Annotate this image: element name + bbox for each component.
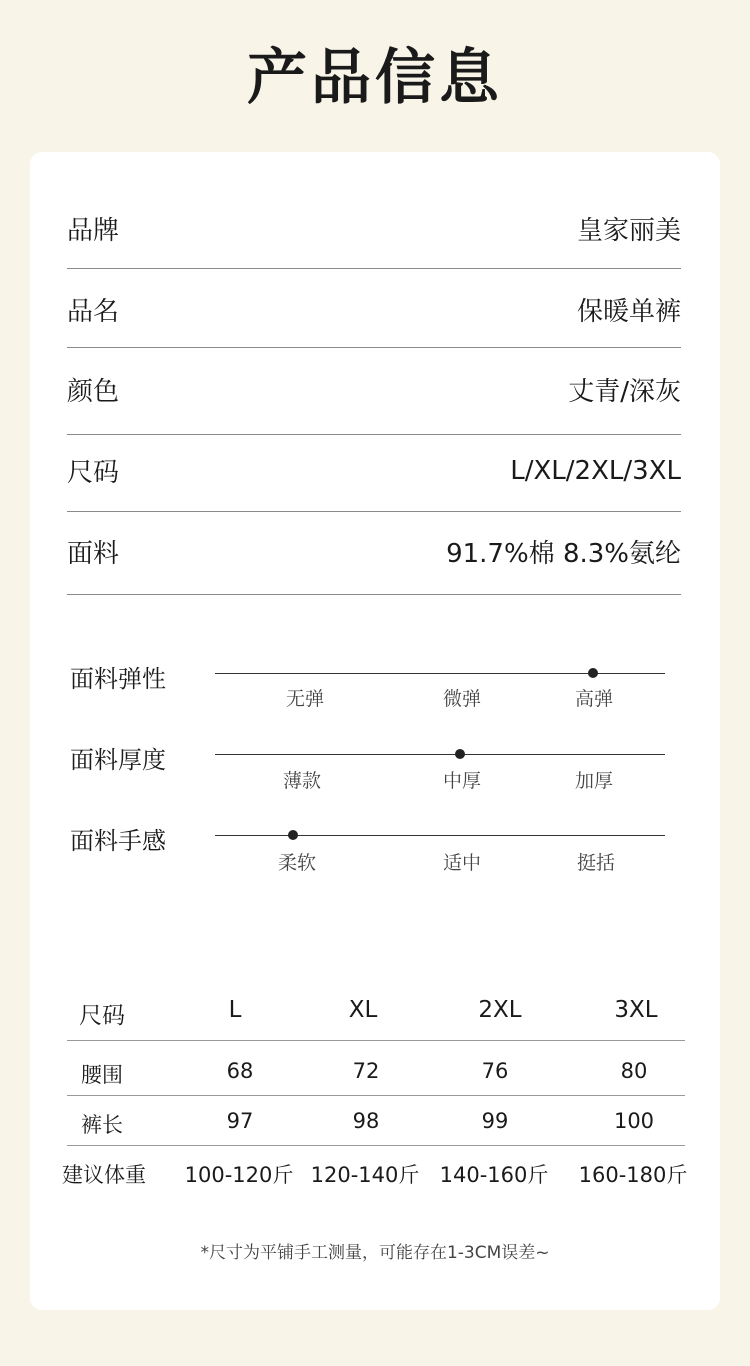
spec-row-fabric (67, 533, 681, 570)
table-header-cell: L (228, 997, 242, 1023)
table-cell: 68 (226, 1059, 254, 1083)
spec-label: 面料 (67, 539, 120, 569)
scale-option: 高弹 (574, 688, 614, 710)
scale-marker-feel (288, 830, 298, 840)
spec-value: 皇家丽美 (576, 216, 681, 246)
divider (67, 434, 681, 435)
table-cell: 160-180斤 (578, 1163, 688, 1187)
spec-row-product-name (67, 291, 681, 328)
spec-label: 品牌 (67, 216, 120, 246)
scale-option: 加厚 (574, 770, 614, 792)
divider (67, 511, 681, 512)
product-info-card (30, 152, 720, 1310)
table-header-cell: XL (348, 997, 378, 1023)
table-cell: 100 (613, 1109, 655, 1133)
table-cell: 80 (620, 1059, 648, 1083)
scale-option: 无弹 (285, 688, 325, 710)
scale-option: 柔软 (277, 852, 317, 874)
table-header-cell: 尺码 (79, 1003, 125, 1029)
scale-track-feel (215, 835, 665, 836)
table-cell: 97 (226, 1109, 254, 1133)
spec-label: 颜色 (67, 377, 120, 407)
table-cell: 98 (352, 1109, 380, 1133)
scale-label-feel: 面料手感 (70, 827, 166, 855)
table-cell: 120-140斤 (310, 1163, 420, 1187)
measurement-note: *尺寸为平铺手工测量，可能存在1-3CM误差~ (200, 1243, 550, 1263)
table-cell: 99 (481, 1109, 509, 1133)
scale-label-elasticity: 面料弹性 (70, 665, 166, 693)
scale-option: 薄款 (282, 770, 322, 792)
table-cell: 76 (481, 1059, 509, 1083)
spec-row-size (67, 452, 681, 489)
spec-value: 91.7%棉 8.3%氨纶 (446, 539, 681, 569)
spec-row-color (67, 371, 681, 408)
table-cell: 100-120斤 (184, 1163, 294, 1187)
table-divider (67, 1040, 685, 1041)
table-header-cell: 2XL (478, 997, 522, 1023)
spec-value: 保暖单裤 (576, 297, 681, 327)
page-title: 产品信息 (247, 43, 503, 113)
scale-marker-elasticity (588, 668, 598, 678)
spec-value: L/XL/2XL/3XL (510, 455, 681, 486)
spec-row-brand (67, 210, 681, 247)
table-header-cell: 3XL (614, 997, 658, 1023)
table-cell: 建议体重 (62, 1163, 146, 1187)
divider (67, 594, 681, 595)
spec-label: 品名 (67, 297, 120, 327)
scale-label-thickness: 面料厚度 (70, 746, 166, 774)
scale-track-thickness (215, 754, 665, 755)
scale-option: 微弹 (442, 688, 482, 710)
table-cell: 140-160斤 (439, 1163, 549, 1187)
table-divider (67, 1095, 685, 1096)
table-cell: 裤长 (81, 1113, 123, 1137)
scale-option: 挺括 (576, 852, 616, 874)
table-divider (67, 1145, 685, 1146)
scale-marker-thickness (455, 749, 465, 759)
table-cell: 72 (352, 1059, 380, 1083)
spec-label: 尺码 (67, 458, 120, 488)
table-cell: 腰围 (81, 1063, 123, 1087)
spec-value: 丈青/深灰 (568, 377, 681, 407)
divider (67, 268, 681, 269)
scale-option: 中厚 (442, 770, 482, 792)
scale-option: 适中 (442, 852, 482, 874)
divider (67, 347, 681, 348)
